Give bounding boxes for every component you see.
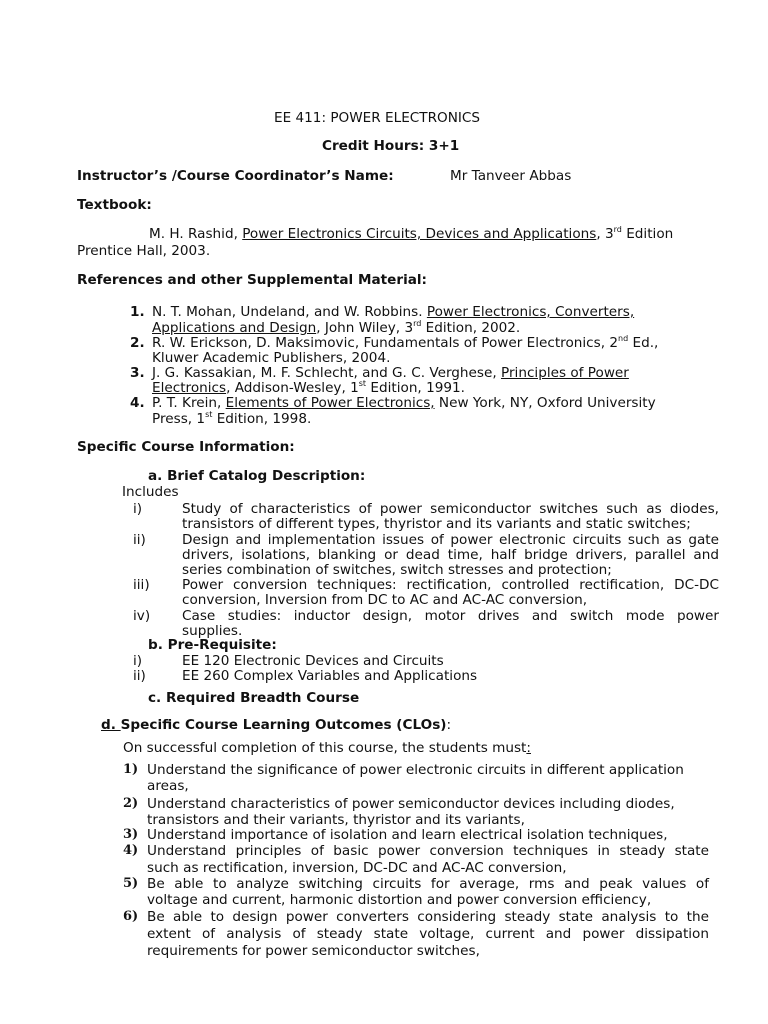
catalog-num: iv) xyxy=(133,608,151,624)
catalog-line: supplies. xyxy=(182,623,243,639)
catalog-line: conversion, Inversion from DC to AC and AC-AC conversion, xyxy=(182,592,588,608)
clo-line: Understand the significance of power electronic circuits in different application xyxy=(147,762,684,778)
ref-1-line-2 xyxy=(152,320,520,336)
prereq-item: EE 260 Complex Variables and Applications xyxy=(182,668,478,684)
ref-4-publisher: New York, NY, Oxford University xyxy=(434,395,656,411)
textbook-edition: , 3 xyxy=(596,226,614,242)
ref-3-line-2 xyxy=(152,380,465,396)
clo-colon: : xyxy=(446,717,452,733)
clo-line: transistors and their variants, thyristor and its variants, xyxy=(147,812,525,828)
catalog-line: Study of characteristics of power semiconductor switches such as diodes, xyxy=(182,501,719,517)
ref-1-line-1 xyxy=(152,304,634,320)
ref-3-sup: st xyxy=(358,379,367,388)
ref-3-authors: J. G. Kassakian, M. F. Schlecht, and G. C. Verghese, xyxy=(152,365,501,381)
ref-1-publisher: , John Wiley, 3 xyxy=(316,320,414,336)
ref-3-title-b: Electronics xyxy=(152,380,227,396)
ref-num: 1. xyxy=(130,304,145,320)
clo-line: Be able to design power converters considering steady state analysis to the xyxy=(147,909,709,925)
clo-line: voltage and current, harmonic distortion and power conversion efficiency, xyxy=(147,892,652,908)
clo-letter: d. xyxy=(101,717,121,733)
ref-1-sup: rd xyxy=(413,319,422,328)
ref-1-title-a: Power Electronics, Converters, xyxy=(426,304,635,320)
clo-num: 3) xyxy=(123,827,139,842)
clo-line: such as rectification, inversion, DC-DC and AC-AC conversion, xyxy=(147,860,567,876)
ref-num: 3. xyxy=(130,365,145,381)
clo-line: areas, xyxy=(147,778,189,794)
catalog-line: Design and implementation issues of power electronic circuits such as gate xyxy=(182,532,719,548)
clo-num: 4) xyxy=(123,843,139,858)
credit-hours: Credit Hours: 3+1 xyxy=(322,138,460,154)
clo-line: Understand importance of isolation and learn electrical isolation techniques, xyxy=(147,827,668,843)
ref-3-line-1 xyxy=(152,365,629,381)
ref-2-sup: nd xyxy=(618,334,629,343)
ref-4-sup: st xyxy=(205,410,213,419)
ref-4-line-2 xyxy=(152,411,311,427)
ref-4-edition: Edition, 1998. xyxy=(212,411,312,427)
ref-1-authors: N. T. Mohan, Undeland, and W. Robbins. xyxy=(152,304,427,320)
course-title: EE 411: POWER ELECTRONICS xyxy=(274,110,481,126)
breadth-course-label: c. Required Breadth Course xyxy=(148,690,360,706)
ref-2-line-1 xyxy=(152,335,658,351)
clo-intro-text: On successful completion of this course, the students must xyxy=(123,740,527,756)
ref-2-line-2: Kluwer Academic Publishers, 2004. xyxy=(152,350,391,366)
references-label: References and other Supplemental Material: xyxy=(77,272,427,288)
textbook-label: Textbook: xyxy=(77,197,152,213)
ref-4-title: Elements of Power Electronics, xyxy=(225,395,435,411)
ref-3-title-a: Principles of Power xyxy=(501,365,629,381)
catalog-num: i) xyxy=(133,501,143,517)
ref-4-line-1 xyxy=(152,395,656,411)
instructor-name: Mr Tanveer Abbas xyxy=(450,168,572,184)
catalog-line: Case studies: inductor design, motor drives and switch mode power xyxy=(182,608,719,624)
textbook-edition-word: Edition xyxy=(621,226,674,242)
clo-line: Understand principles of basic power conversion techniques in steady state xyxy=(147,843,709,859)
prereq-item: EE 120 Electronic Devices and Circuits xyxy=(182,653,444,669)
instructor-label: Instructor’s /Course Coordinator’s Name: xyxy=(77,168,394,184)
textbook-edition-sup: rd xyxy=(613,225,622,234)
ref-4-press: Press, 1 xyxy=(152,411,206,427)
catalog-line: series combination of switches, switch stresses and protection; xyxy=(182,562,612,578)
catalog-num: iii) xyxy=(133,577,150,593)
textbook-line-1 xyxy=(149,226,673,242)
catalog-label: a. Brief Catalog Description: xyxy=(148,468,366,484)
clo-label: Specific Course Learning Outcomes (CLOs) xyxy=(120,717,447,733)
ref-1-title-b: Applications and Design xyxy=(152,320,317,336)
ref-num: 4. xyxy=(130,395,145,411)
textbook-line-2: Prentice Hall, 2003. xyxy=(77,243,211,259)
catalog-num: ii) xyxy=(133,532,146,548)
clo-heading xyxy=(101,717,451,733)
clo-intro xyxy=(123,740,531,756)
clo-line: Understand characteristics of power semiconductor devices including diodes, xyxy=(147,796,675,812)
ref-2-edition: Ed., xyxy=(628,335,659,351)
textbook-author: M. H. Rashid, xyxy=(149,226,243,242)
clo-num: 6) xyxy=(123,909,139,924)
clo-line: Be able to analyze switching circuits for average, rms and peak values of xyxy=(147,876,709,892)
prereq-num: ii) xyxy=(133,668,146,684)
clo-line: requirements for power semiconductor switches, xyxy=(147,943,480,959)
ref-2-text: R. W. Erickson, D. Maksimovic, Fundamentals of Power Electronics, 2 xyxy=(152,335,619,351)
clo-num: 2) xyxy=(123,796,139,811)
prereq-num: i) xyxy=(133,653,143,669)
course-info-label: Specific Course Information: xyxy=(77,439,295,455)
textbook-title: Power Electronics Circuits, Devices and Applications xyxy=(242,226,597,242)
clo-num: 1) xyxy=(123,762,139,777)
ref-3-edition: Edition, 1991. xyxy=(366,380,465,396)
clo-num: 5) xyxy=(123,876,139,891)
clo-intro-colon: : xyxy=(526,740,531,756)
ref-3-publisher: , Addison-Wesley, 1 xyxy=(226,380,359,396)
includes-label: Includes xyxy=(122,484,179,500)
clo-line: extent of analysis of steady state voltage, current and power dissipation xyxy=(147,926,709,942)
catalog-line: Power conversion techniques: rectification, controlled rectification, DC-DC xyxy=(182,577,719,593)
ref-num: 2. xyxy=(130,335,145,351)
catalog-line: transistors of different types, thyristor and its variants and static switches; xyxy=(182,516,691,532)
ref-1-edition: Edition, 2002. xyxy=(421,320,521,336)
catalog-line: drivers, isolations, blanking or dead time, half bridge drivers, parallel and xyxy=(182,547,719,563)
prereq-label: b. Pre-Requisite: xyxy=(148,637,277,653)
ref-4-author: P. T. Krein, xyxy=(152,395,226,411)
